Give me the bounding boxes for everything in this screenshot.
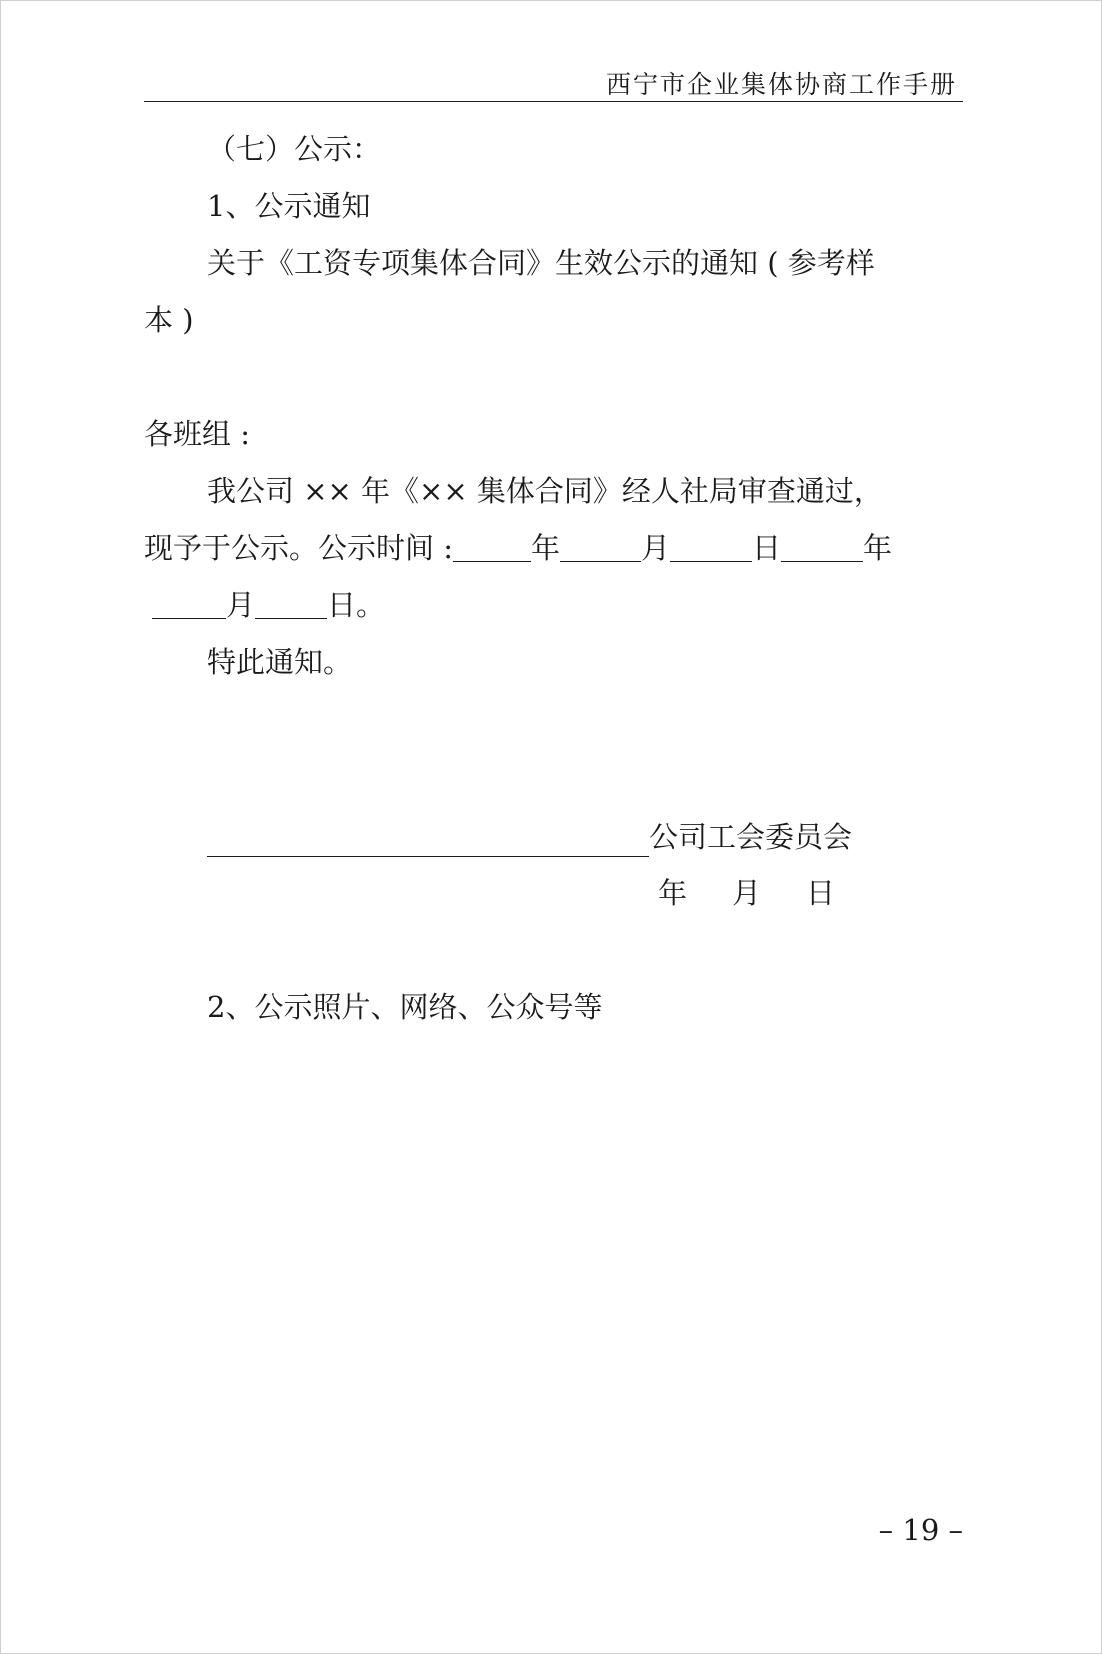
blank-end-month bbox=[152, 591, 226, 619]
blank-start-year bbox=[453, 534, 531, 562]
label-start-day: 日 bbox=[752, 531, 782, 565]
date-year-label: 年 bbox=[658, 876, 688, 910]
notice-body-line-2 bbox=[144, 531, 893, 565]
notice-title-line-1: 关于《工资专项集体合同》生效公示的通知 ( 参考样 bbox=[207, 246, 875, 280]
running-header-title: 西宁市企业集体协商工作手册 bbox=[605, 70, 957, 99]
item-1-heading: 1、公示通知 bbox=[207, 189, 371, 223]
notice-body-line-1: 我公司 ×× 年《×× 集体合同》经人社局审查通过， bbox=[207, 474, 883, 508]
blank-start-day bbox=[670, 534, 752, 562]
notice-salutation: 各班组 : bbox=[144, 417, 250, 451]
label-end-year: 年 bbox=[863, 531, 893, 565]
date-day-label: 日 bbox=[806, 876, 836, 910]
label-end-day-period: 日。 bbox=[327, 588, 386, 622]
label-start-year: 年 bbox=[531, 531, 561, 565]
notice-closing: 特此通知。 bbox=[207, 645, 353, 679]
notice-body-line-2-text: 现予于公示。公示时间 : bbox=[144, 531, 453, 565]
blank-end-day bbox=[255, 591, 327, 619]
item-2-heading: 2、公示照片、网络、公众号等 bbox=[207, 990, 603, 1024]
signature-date bbox=[658, 876, 836, 910]
blank-end-year bbox=[781, 534, 863, 562]
blank-start-month bbox=[560, 534, 641, 562]
signature-blank-line bbox=[207, 856, 649, 857]
header-rule bbox=[144, 101, 963, 102]
notice-body-line-3 bbox=[152, 588, 386, 622]
label-start-month: 月 bbox=[641, 531, 671, 565]
date-month-label: 月 bbox=[732, 876, 762, 910]
notice-title-line-2: 本 ) bbox=[144, 303, 194, 337]
page-number: – 19 – bbox=[878, 1513, 963, 1547]
label-end-month: 月 bbox=[226, 588, 256, 622]
signature-organization: 公司工会委员会 bbox=[649, 820, 853, 854]
section-heading: （七）公示： bbox=[207, 132, 382, 166]
